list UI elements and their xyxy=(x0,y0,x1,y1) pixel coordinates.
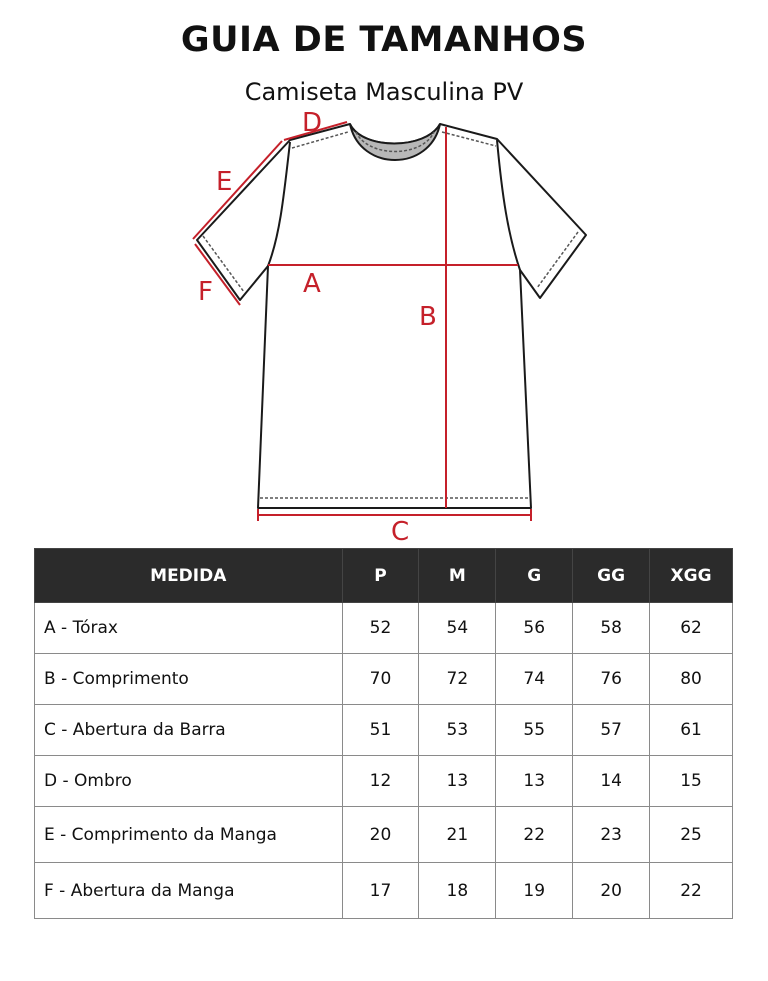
cell-value: 21 xyxy=(419,807,496,863)
cell-value: 12 xyxy=(342,756,419,807)
table-row xyxy=(35,603,733,654)
table-header-row xyxy=(35,549,733,603)
cell-value: 15 xyxy=(650,756,733,807)
cell-value: 13 xyxy=(496,756,573,807)
cell-value: 61 xyxy=(650,705,733,756)
table-row xyxy=(35,756,733,807)
cell-value: 74 xyxy=(496,654,573,705)
row-label: D - Ombro xyxy=(35,756,343,807)
dim-label-a: A xyxy=(303,269,321,299)
cell-value: 58 xyxy=(573,603,650,654)
header-p: P xyxy=(342,549,419,603)
cell-value: 23 xyxy=(573,807,650,863)
row-label: A - Tórax xyxy=(35,603,343,654)
cell-value: 20 xyxy=(573,863,650,919)
cell-value: 25 xyxy=(650,807,733,863)
dim-label-e: E xyxy=(216,167,233,197)
row-label: C - Abertura da Barra xyxy=(35,705,343,756)
cell-value: 72 xyxy=(419,654,496,705)
row-label: B - Comprimento xyxy=(35,654,343,705)
dim-label-d: D xyxy=(302,108,323,138)
cell-value: 62 xyxy=(650,603,733,654)
cell-value: 51 xyxy=(342,705,419,756)
header-m: M xyxy=(419,549,496,603)
cell-value: 13 xyxy=(419,756,496,807)
header-g: G xyxy=(496,549,573,603)
cell-value: 22 xyxy=(496,807,573,863)
header-gg: GG xyxy=(573,549,650,603)
size-table xyxy=(34,548,733,919)
cell-value: 80 xyxy=(650,654,733,705)
cell-value: 54 xyxy=(419,603,496,654)
tshirt-outline xyxy=(197,124,586,508)
page-subtitle: Camiseta Masculina PV xyxy=(244,78,524,106)
page-title: GUIA DE TAMANHOS xyxy=(180,20,588,60)
cell-value: 55 xyxy=(496,705,573,756)
table-row xyxy=(35,863,733,919)
dim-label-c: C xyxy=(391,517,410,545)
cell-value: 57 xyxy=(573,705,650,756)
header-xgg: XGG xyxy=(650,549,733,603)
cell-value: 20 xyxy=(342,807,419,863)
dim-label-b: B xyxy=(419,302,437,332)
header-medida: MEDIDA xyxy=(35,549,343,603)
cell-value: 14 xyxy=(573,756,650,807)
cell-value: 22 xyxy=(650,863,733,919)
cell-value: 56 xyxy=(496,603,573,654)
table-row xyxy=(35,705,733,756)
cell-value: 18 xyxy=(419,863,496,919)
row-label: F - Abertura da Manga xyxy=(35,863,343,919)
table-row xyxy=(35,807,733,863)
row-label: E - Comprimento da Manga xyxy=(35,807,343,863)
cell-value: 76 xyxy=(573,654,650,705)
table-row xyxy=(35,654,733,705)
cell-value: 19 xyxy=(496,863,573,919)
cell-value: 52 xyxy=(342,603,419,654)
cell-value: 70 xyxy=(342,654,419,705)
cell-value: 53 xyxy=(419,705,496,756)
cell-value: 17 xyxy=(342,863,419,919)
dim-label-f: F xyxy=(198,277,213,307)
